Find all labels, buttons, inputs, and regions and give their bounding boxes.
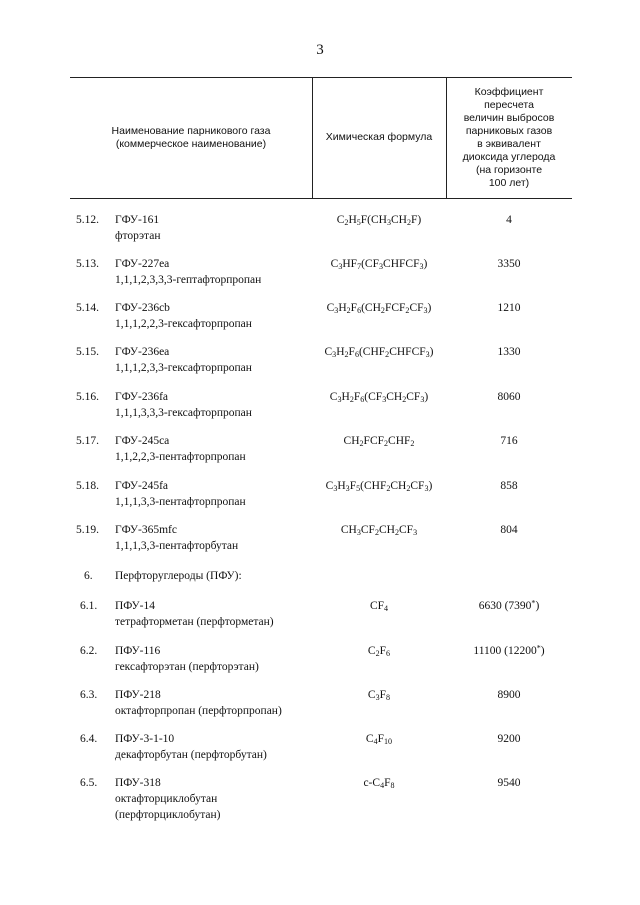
- chemical-formula: [312, 478, 446, 494]
- chemical-formula: [312, 344, 446, 360]
- formula-subscript: 3: [413, 528, 418, 537]
- page-number: 3: [316, 42, 324, 58]
- formula-part: CH: [379, 524, 395, 536]
- formula-subscript: 2: [344, 350, 349, 359]
- formula-part: (CH: [361, 302, 381, 314]
- formula-part: CF: [406, 391, 421, 403]
- formula-subscript: 6: [386, 649, 391, 658]
- coefficient-close: ): [535, 600, 540, 612]
- formula-subscript: 3: [375, 693, 380, 702]
- header-line: парниковых газов: [465, 124, 553, 137]
- header-line: величин выбросов: [463, 111, 555, 124]
- formula-part: C: [324, 346, 333, 358]
- formula-part: ): [429, 346, 434, 358]
- formula-part: (CF: [361, 258, 379, 270]
- formula-part: (CHF: [360, 480, 387, 492]
- formula-subscript: 3: [338, 262, 343, 271]
- formula-part: F: [377, 733, 385, 745]
- row-number: 5.13.: [76, 258, 99, 270]
- formula-subscript: 4: [384, 604, 389, 613]
- gas-chemical-name: 1,1,1,2,2,3-гексафторпропан: [115, 318, 252, 330]
- formula-subscript: 2: [344, 218, 349, 227]
- gas-chemical-name: тетрафторметан (перфторметан): [115, 616, 274, 628]
- coefficient-close: ): [540, 645, 545, 657]
- formula-part: (CF: [364, 391, 383, 403]
- gas-chemical-name: декафторбутан (перфторбутан): [115, 749, 267, 761]
- formula-part: C: [336, 214, 345, 226]
- formula-part: CF: [360, 524, 375, 536]
- formula-part: F: [350, 302, 358, 314]
- coefficient: 1330: [497, 346, 521, 358]
- formula-part: CF: [369, 600, 385, 612]
- header-line: (коммерческое наименование): [115, 137, 267, 150]
- row-number: 6.2.: [80, 645, 98, 657]
- formula-part: F: [348, 346, 355, 358]
- formula-subscript: 3: [345, 484, 350, 493]
- gas-chemical-name: 1,1,1,3,3-пентафторпропан: [115, 496, 246, 508]
- formula-subscript: 3: [424, 484, 429, 493]
- formula-subscript: 3: [423, 306, 428, 315]
- formula-subscript: 10: [384, 737, 393, 746]
- formula-subscript: 3: [332, 350, 337, 359]
- formula-subscript: 6: [360, 395, 365, 404]
- formula-subscript: 2: [346, 306, 351, 315]
- formula-part: CHFCF: [383, 258, 420, 270]
- formula-part: C: [326, 302, 335, 314]
- formula-part: FCF: [384, 302, 406, 314]
- formula-subscript: 2: [394, 528, 400, 537]
- formula-part: HF: [342, 258, 358, 270]
- formula-part: FCF: [363, 435, 385, 447]
- gas-name: ГФУ-245fa: [115, 480, 169, 492]
- formula-subscript: 3: [334, 306, 339, 315]
- gas-name: ПФУ-116: [115, 645, 161, 657]
- coefficient-value: 11100 (12200: [473, 645, 537, 657]
- gas-name: ГФУ-236ea: [115, 346, 170, 358]
- coefficient: 3350: [497, 258, 521, 270]
- header-bottom-rule: [70, 198, 572, 199]
- footnote-mark: *: [531, 598, 536, 608]
- gas-name: ПФУ-14: [115, 600, 155, 612]
- formula-part: CH: [343, 435, 360, 447]
- formula-subscript: 3: [382, 395, 387, 404]
- formula-part: CH: [390, 480, 407, 492]
- row-number: 6.4.: [80, 733, 98, 745]
- formula-subscript: 6: [354, 350, 359, 359]
- gas-name: ГФУ-365mfc: [115, 524, 177, 536]
- gas-chemical-name: 1,1,1,2,3,3,3-гептафторпропан: [115, 274, 262, 286]
- formula-subscript: 2: [359, 439, 364, 448]
- formula-subscript: 5: [356, 484, 361, 493]
- formula-part: H: [336, 346, 345, 358]
- header-formula: [312, 77, 446, 198]
- formula-subscript: 3: [356, 528, 361, 537]
- formula-part: C: [325, 480, 334, 492]
- formula-part: H: [337, 480, 346, 492]
- section-title: Перфторуглероды (ПФУ):: [115, 570, 242, 582]
- formula-part: C: [367, 645, 376, 657]
- coefficient: 8900: [497, 689, 521, 701]
- formula-part: CH: [391, 214, 407, 226]
- chemical-formula: [312, 643, 446, 659]
- coefficient: 4: [506, 214, 512, 226]
- header-gas-name: [70, 77, 312, 198]
- chemical-formula: [312, 522, 446, 538]
- formula-part: CH: [386, 391, 403, 403]
- chemical-formula: [312, 687, 446, 703]
- chemical-formula: [312, 212, 446, 228]
- coefficient: 9200: [497, 733, 521, 745]
- gas-chemical-name: (перфторциклобутан): [115, 809, 221, 821]
- chemical-formula: [312, 300, 446, 316]
- formula-part: F(CH: [360, 214, 387, 226]
- formula-part: ): [427, 302, 432, 314]
- row-number: 5.12.: [76, 214, 99, 226]
- gas-name: ГФУ-161: [115, 214, 160, 226]
- header-line: в эквивалент: [477, 137, 541, 150]
- coefficient: [446, 643, 572, 659]
- gas-chemical-name: 1,1,1,3,3,3-гексафторпропан: [115, 407, 252, 419]
- row-number: 5.15.: [76, 346, 99, 358]
- formula-part: F: [353, 391, 361, 403]
- formula-part: C: [330, 258, 339, 270]
- chemical-formula: [312, 389, 446, 405]
- formula-subscript: 7: [357, 262, 362, 271]
- formula-subscript: 2: [386, 484, 391, 493]
- formula-part: F: [349, 480, 357, 492]
- row-number: 5.17.: [76, 435, 99, 447]
- gas-chemical-name: октафторциклобутан: [115, 793, 218, 805]
- coefficient: 8060: [497, 391, 521, 403]
- formula-part: CH: [340, 524, 357, 536]
- footnote-mark: *: [536, 643, 541, 653]
- formula-part: ): [423, 258, 428, 270]
- formula-subscript: 3: [419, 262, 424, 271]
- row-number: 5.14.: [76, 302, 99, 314]
- formula-subscript: 3: [425, 350, 430, 359]
- row-number: 5.19.: [76, 524, 99, 536]
- formula-subscript: 2: [406, 484, 411, 493]
- chemical-formula: [312, 433, 446, 449]
- section-number: 6.: [84, 570, 93, 582]
- formula-part: CHF: [388, 435, 411, 447]
- formula-part: CF: [399, 524, 414, 536]
- formula-part: C: [329, 391, 338, 403]
- formula-part: F: [379, 645, 387, 657]
- formula-subscript: 3: [420, 395, 425, 404]
- formula-part: F): [411, 214, 422, 226]
- gas-chemical-name: 1,1,2,2,3-пентафторпропан: [115, 451, 246, 463]
- formula-part: CHFCF: [389, 346, 426, 358]
- gas-name: ПФУ-318: [115, 777, 161, 789]
- coefficient: 858: [500, 480, 518, 492]
- formula-subscript: 2: [385, 350, 390, 359]
- chemical-formula: [312, 256, 446, 272]
- formula-part: H: [338, 302, 347, 314]
- formula-subscript: 5: [356, 218, 361, 227]
- formula-subscript: 6: [357, 306, 362, 315]
- header-line: пересчета: [484, 98, 534, 111]
- formula-part: H: [341, 391, 350, 403]
- coefficient: 1210: [497, 302, 521, 314]
- formula-part: ): [424, 391, 429, 403]
- formula-subscript: 2: [405, 306, 410, 315]
- coefficient: 716: [500, 435, 518, 447]
- formula-part: ): [428, 480, 433, 492]
- chemical-formula: [312, 598, 446, 614]
- coefficient-value: 6630 (7390: [478, 600, 532, 612]
- header-coefficient: [446, 77, 572, 198]
- header-line: диоксида углерода: [462, 150, 556, 163]
- header-line: 100 лет): [488, 176, 530, 189]
- header-line: Коэффициент: [474, 85, 544, 98]
- gas-chemical-name: фторэтан: [115, 230, 161, 242]
- formula-subscript: 3: [337, 395, 342, 404]
- coefficient: 804: [500, 524, 518, 536]
- gas-name: ГФУ-236cb: [115, 302, 170, 314]
- gas-name: ПФУ-218: [115, 689, 161, 701]
- formula-subscript: 3: [386, 218, 392, 227]
- row-number: 5.16.: [76, 391, 99, 403]
- formula-subscript: 2: [384, 439, 389, 448]
- row-number: 5.18.: [76, 480, 99, 492]
- gas-name: ГФУ-245ca: [115, 435, 170, 447]
- formula-subscript: 2: [410, 439, 415, 448]
- gas-name: ГФУ-227ea: [115, 258, 170, 270]
- formula-subscript: 2: [402, 395, 407, 404]
- gas-name: ГФУ-236fa: [115, 391, 169, 403]
- coefficient: 9540: [497, 777, 521, 789]
- formula-part: CF: [409, 302, 424, 314]
- row-number: 6.3.: [80, 689, 98, 701]
- chemical-formula: [312, 731, 446, 747]
- formula-part: C: [367, 689, 376, 701]
- formula-subscript: 4: [380, 781, 385, 790]
- formula-subscript: 3: [379, 262, 384, 271]
- gas-chemical-name: 1,1,1,3,3-пентафторбутан: [115, 540, 239, 552]
- formula-part: H: [348, 214, 357, 226]
- header-line: Наименование парникового газа: [111, 124, 271, 137]
- formula-part: F: [379, 689, 387, 701]
- formula-subscript: 4: [373, 737, 378, 746]
- formula-subscript: 2: [349, 395, 354, 404]
- gas-name: ПФУ-3-1-10: [115, 733, 175, 745]
- formula-part: C: [365, 733, 374, 745]
- formula-part: (CHF: [358, 346, 386, 358]
- chemical-formula: [312, 775, 446, 791]
- gas-chemical-name: октафторпропан (перфторпропан): [115, 705, 282, 717]
- formula-subscript: 2: [380, 306, 385, 315]
- formula-part: F: [384, 777, 391, 789]
- header-line: (на горизонте: [475, 163, 543, 176]
- formula-part: CF: [410, 480, 425, 492]
- row-number: 6.5.: [80, 777, 98, 789]
- gas-chemical-name: 1,1,1,2,3,3-гексафторпропан: [115, 362, 252, 374]
- formula-subscript: 8: [386, 693, 391, 702]
- gas-chemical-name: гексафторэтан (перфторэтан): [115, 661, 259, 673]
- formula-part: c-C: [363, 777, 381, 789]
- formula-subscript: 2: [375, 649, 380, 658]
- formula-subscript: 2: [374, 528, 379, 537]
- formula-subscript: 3: [333, 484, 338, 493]
- header-line: Химическая формула: [325, 131, 433, 143]
- coefficient: [446, 598, 572, 614]
- formula-subscript: 2: [407, 218, 412, 227]
- row-number: 6.1.: [80, 600, 98, 612]
- formula-subscript: 8: [390, 781, 395, 790]
